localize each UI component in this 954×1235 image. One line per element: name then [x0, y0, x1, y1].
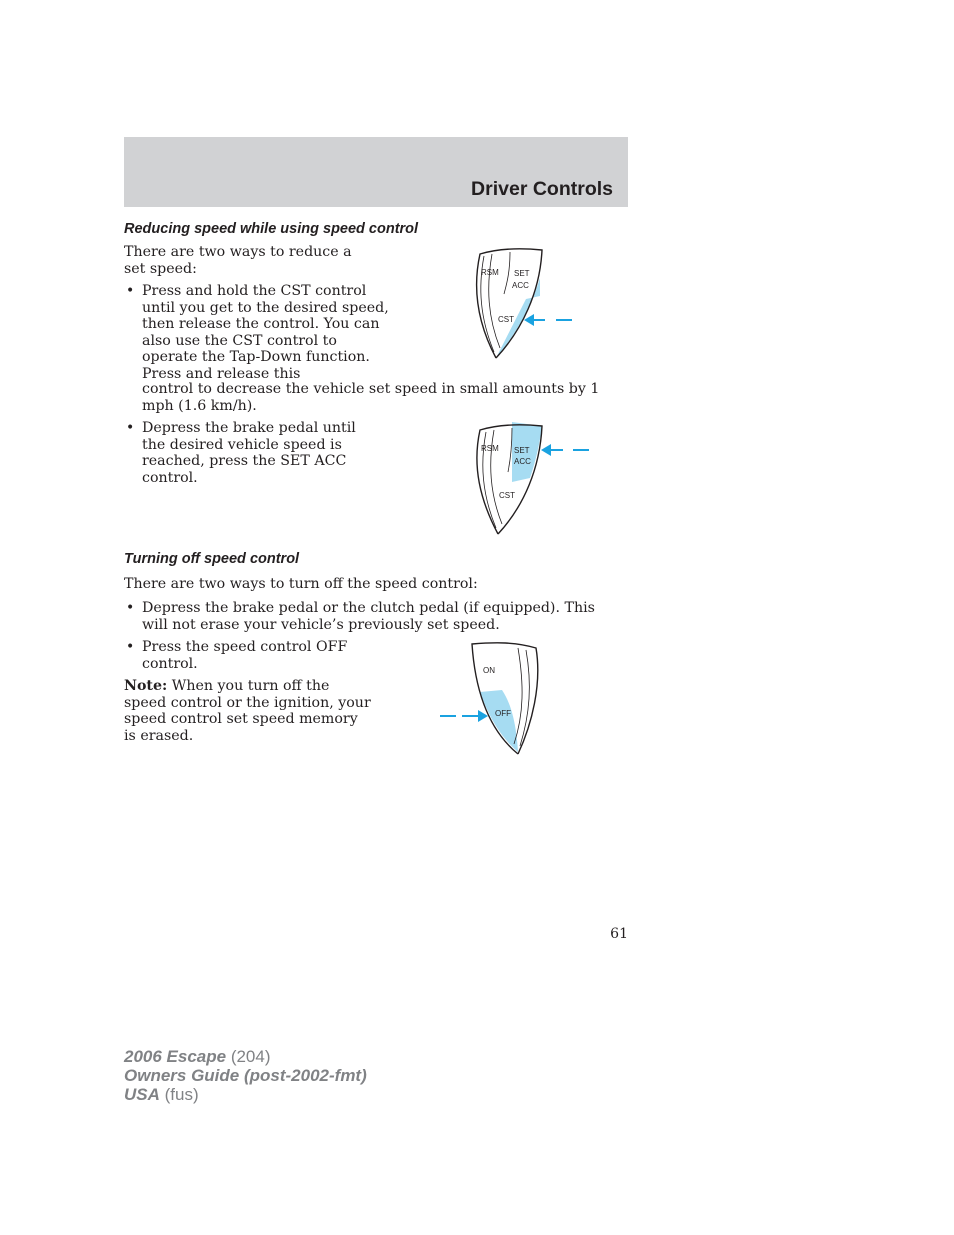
bullet-marker: • [126, 600, 135, 616]
acc-label: ACC [514, 457, 531, 466]
off-label: OFF [495, 709, 511, 718]
set-label: SET [514, 269, 530, 278]
bullet-marker: • [126, 420, 135, 436]
header-band [124, 137, 628, 207]
footer-model: 2006 Escape [124, 1047, 227, 1066]
page-title: Driver Controls [471, 178, 613, 200]
rsm-label: RSM [481, 444, 499, 453]
page-number: 61 [610, 926, 628, 942]
bullet-marker: • [126, 639, 135, 655]
arrow-icon [541, 444, 551, 456]
cst-label: CST [499, 491, 515, 500]
note-paragraph [124, 678, 374, 744]
note-label: Note: [124, 678, 168, 694]
section-heading-turning-off: Turning off speed control [124, 551, 300, 567]
section2-bullet2: Press the speed control OFF control. [142, 639, 348, 672]
footer-market-code: (fus) [159, 1085, 199, 1104]
section1-bullet1-part1: Press and hold the CST control until you get to the desired speed, then release the control. You can also use the CST control to operate the Tap-Down function. Press and release this [142, 283, 389, 382]
set-label: SET [514, 446, 530, 455]
section-heading-reducing-speed: Reducing speed while using speed control [124, 221, 419, 237]
note-text: When you turn off the speed control or the ignition, your speed control set speed memory is erased. [124, 678, 371, 744]
section2-intro: There are two ways to turn off the speed control: [124, 576, 478, 592]
footer-guide: Owners Guide (post-2002-fmt) [124, 1066, 367, 1085]
bullet-marker: • [126, 283, 135, 299]
section2-bullet1: Depress the brake pedal or the clutch pedal (if equipped). This will not erase your vehicle’s previously set speed. [142, 600, 595, 633]
cst-label: CST [498, 315, 514, 324]
section1-bullet2: Depress the brake pedal until the desired vehicle speed is reached, press the SET ACC control. [142, 420, 356, 486]
speed-control-off-figure [436, 640, 546, 758]
footer-line-2 [124, 1066, 367, 1085]
section1-intro: There are two ways to reduce a set speed: [124, 244, 352, 277]
on-label: ON [483, 666, 495, 675]
acc-label: ACC [512, 281, 529, 290]
off-highlight [480, 690, 518, 752]
section1-bullet1-part2: control to decrease the vehicle set speed in small amounts by 1 mph (1.6 km/h). [142, 381, 600, 414]
footer-line-3 [124, 1085, 367, 1104]
footer-model-code: (204) [226, 1047, 271, 1066]
speed-control-set-acc-figure [470, 420, 590, 538]
footer-market: USA [124, 1085, 160, 1104]
speed-control-cst-figure [470, 244, 580, 362]
rsm-label: RSM [481, 268, 499, 277]
footer [124, 1047, 367, 1104]
footer-line-1 [124, 1047, 367, 1066]
